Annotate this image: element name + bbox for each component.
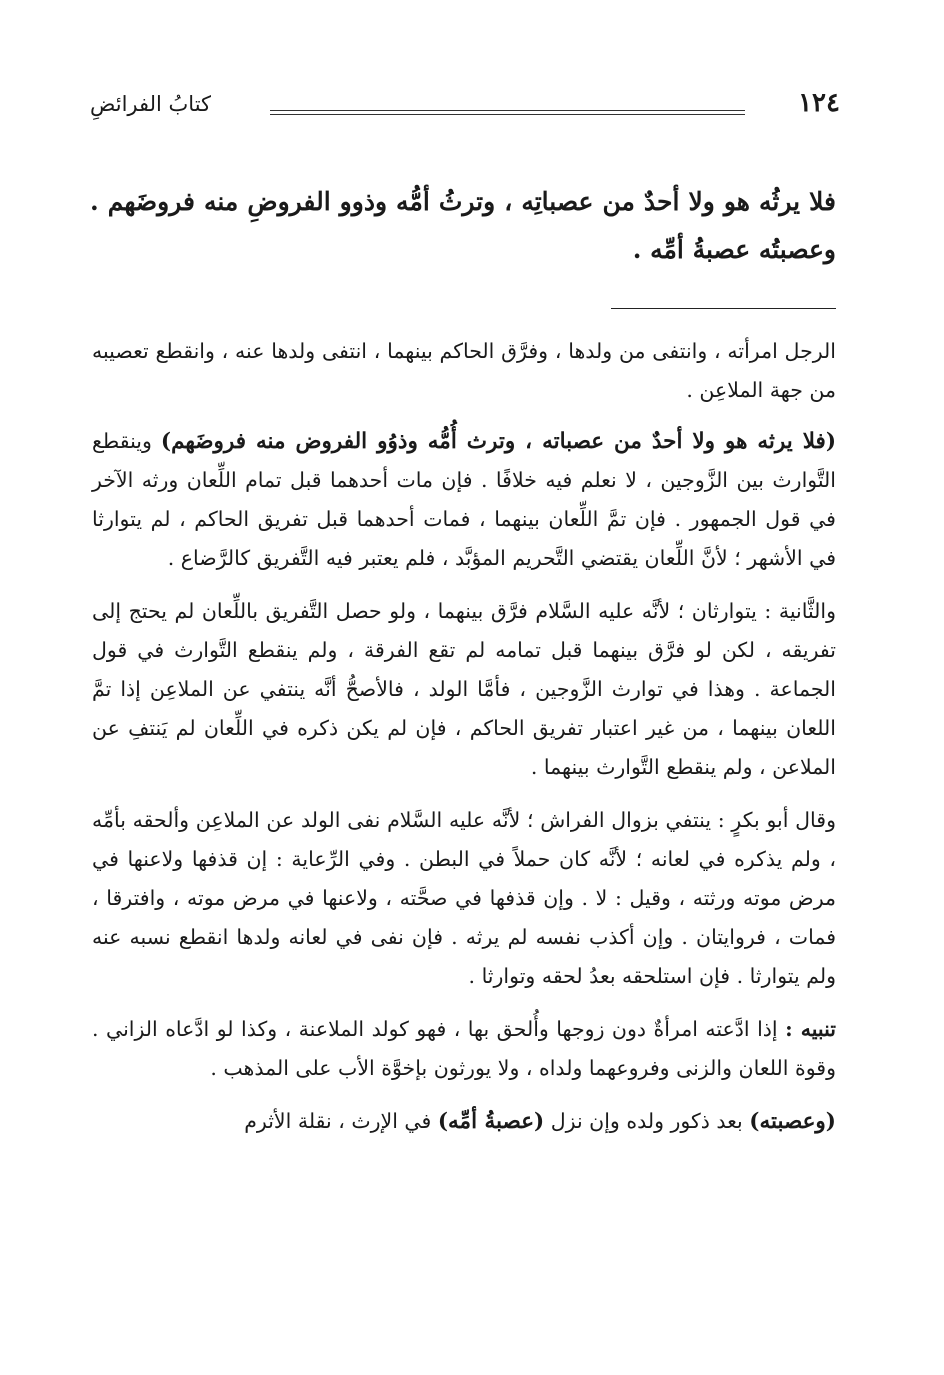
commentary-paragraph <box>92 422 836 578</box>
separator-rule <box>611 308 836 309</box>
quoted-matn: (وعصبته) <box>749 1109 836 1134</box>
commentary-paragraph: والثَّانية : يتوارثان ؛ لأنَّه عليه السَّلام فرَّق بينهما ، ولو حصل التَّفريق باللِّعان لم يحتج إلى تفريقه ، لكن لو فرَّق بينهما قبل تمامه لم تقع الفرقة ، ولم ينقطع التَّوارث في قول الجماعة . وهذا في توارث الزَّوجين ، فأمَّا الولد ، فالأصحُّ أنَّه ينتفي عن الملاعِن إذا تمَّ اللعان بينهما ، من غير اعتبار تفريق الحاكم ، فإن لم يكن ذكره في اللِّعان لم يَنتفِ عن الملاعن ، ولم ينقطع التَّوارث بينهما . <box>92 599 836 779</box>
page-header <box>90 88 840 128</box>
commentary-paragraph: وقال أبو بكرٍ : ينتفي بزوال الفراش ؛ لأنَّه عليه السَّلام نفى الولد عن الملاعِن وألحقه بأمِّه ، ولم يذكره في لعانه ؛ لأنَّه كان حملاً في البطن . وفي الرِّعاية : إن قذفها ولاعنها في مرض موته ورثته ، وقيل : لا . وإن قذفها في صحَّته ، ولاعنها في مرض موته ، وافترقا ، فمات ، فروايتان . وإن أكذب نفسه لم يرثه . فإن نفى في لعانه ولدها انقطع نسبه عنه ولم يتوارثا . فإن استلحقه بعدُ لحقه وتوارثا . <box>92 808 836 988</box>
commentary <box>92 332 836 1155</box>
commentary-paragraph <box>92 1010 836 1088</box>
quoted-matn: (عصبةُ أمِّه) <box>437 1109 545 1134</box>
quoted-matn: (فلا يرثه هو ولا أحدٌ من عصباته ، وترث أُمُّه وذوُو الفروض منه فروضَهم) <box>160 429 836 454</box>
header-rule <box>270 110 745 115</box>
main-text: فلا يرثُه هو ولا أحدٌ من عصباتِه ، وترثُ أمُّه وذوو الفروضِ منه فروضَهم . وعصبتُه عصبةُ أمِّه . <box>90 187 836 264</box>
commentary-paragraph <box>92 1102 836 1141</box>
note-label: تنبيه : <box>785 1017 836 1041</box>
book-title: كتابُ الفرائضِ <box>90 92 212 116</box>
paragraph-text: وينقطع التَّوارث بين الزَّوجين ، لا نعلم فيه خلافًا . فإن مات أحدهما قبل تمام اللِّعان ورثه الآخر في قول الجمهور . فإن تمَّ اللِّعان بينهما ، فمات أحدهما قبل تفريق الحاكم ، لم يتوارثا في الأشهر ؛ لأنَّ اللِّعان يقتضي التَّحريم المؤبَّد ، فلم يعتبر فيه التَّفريق كالرَّضاع . <box>92 429 836 570</box>
paragraph-text: إذا ادَّعته امرأةٌ دون زوجها وأُلحق بها ، فهو كولد الملاعنة ، وكذا لو ادَّعاه الزاني . وقوة اللعان والزنى وفروعهما ولداه ، ولا يورثون بإخوَّة الأب على المذهب . <box>92 1017 836 1080</box>
paragraph-text: في الإرث ، نقلة الأثرم <box>244 1109 432 1133</box>
paragraph-text: بعد ذكور ولده وإن نزل <box>550 1109 743 1133</box>
commentary-paragraph: الرجل امرأته ، وانتفى من ولدها ، وفرَّق الحاكم بينهما ، انتفى ولدها عنه ، وانقطع تعصيبه من جهة الملاعِن . <box>92 339 836 402</box>
page-number: ١٢٤ <box>798 88 840 118</box>
